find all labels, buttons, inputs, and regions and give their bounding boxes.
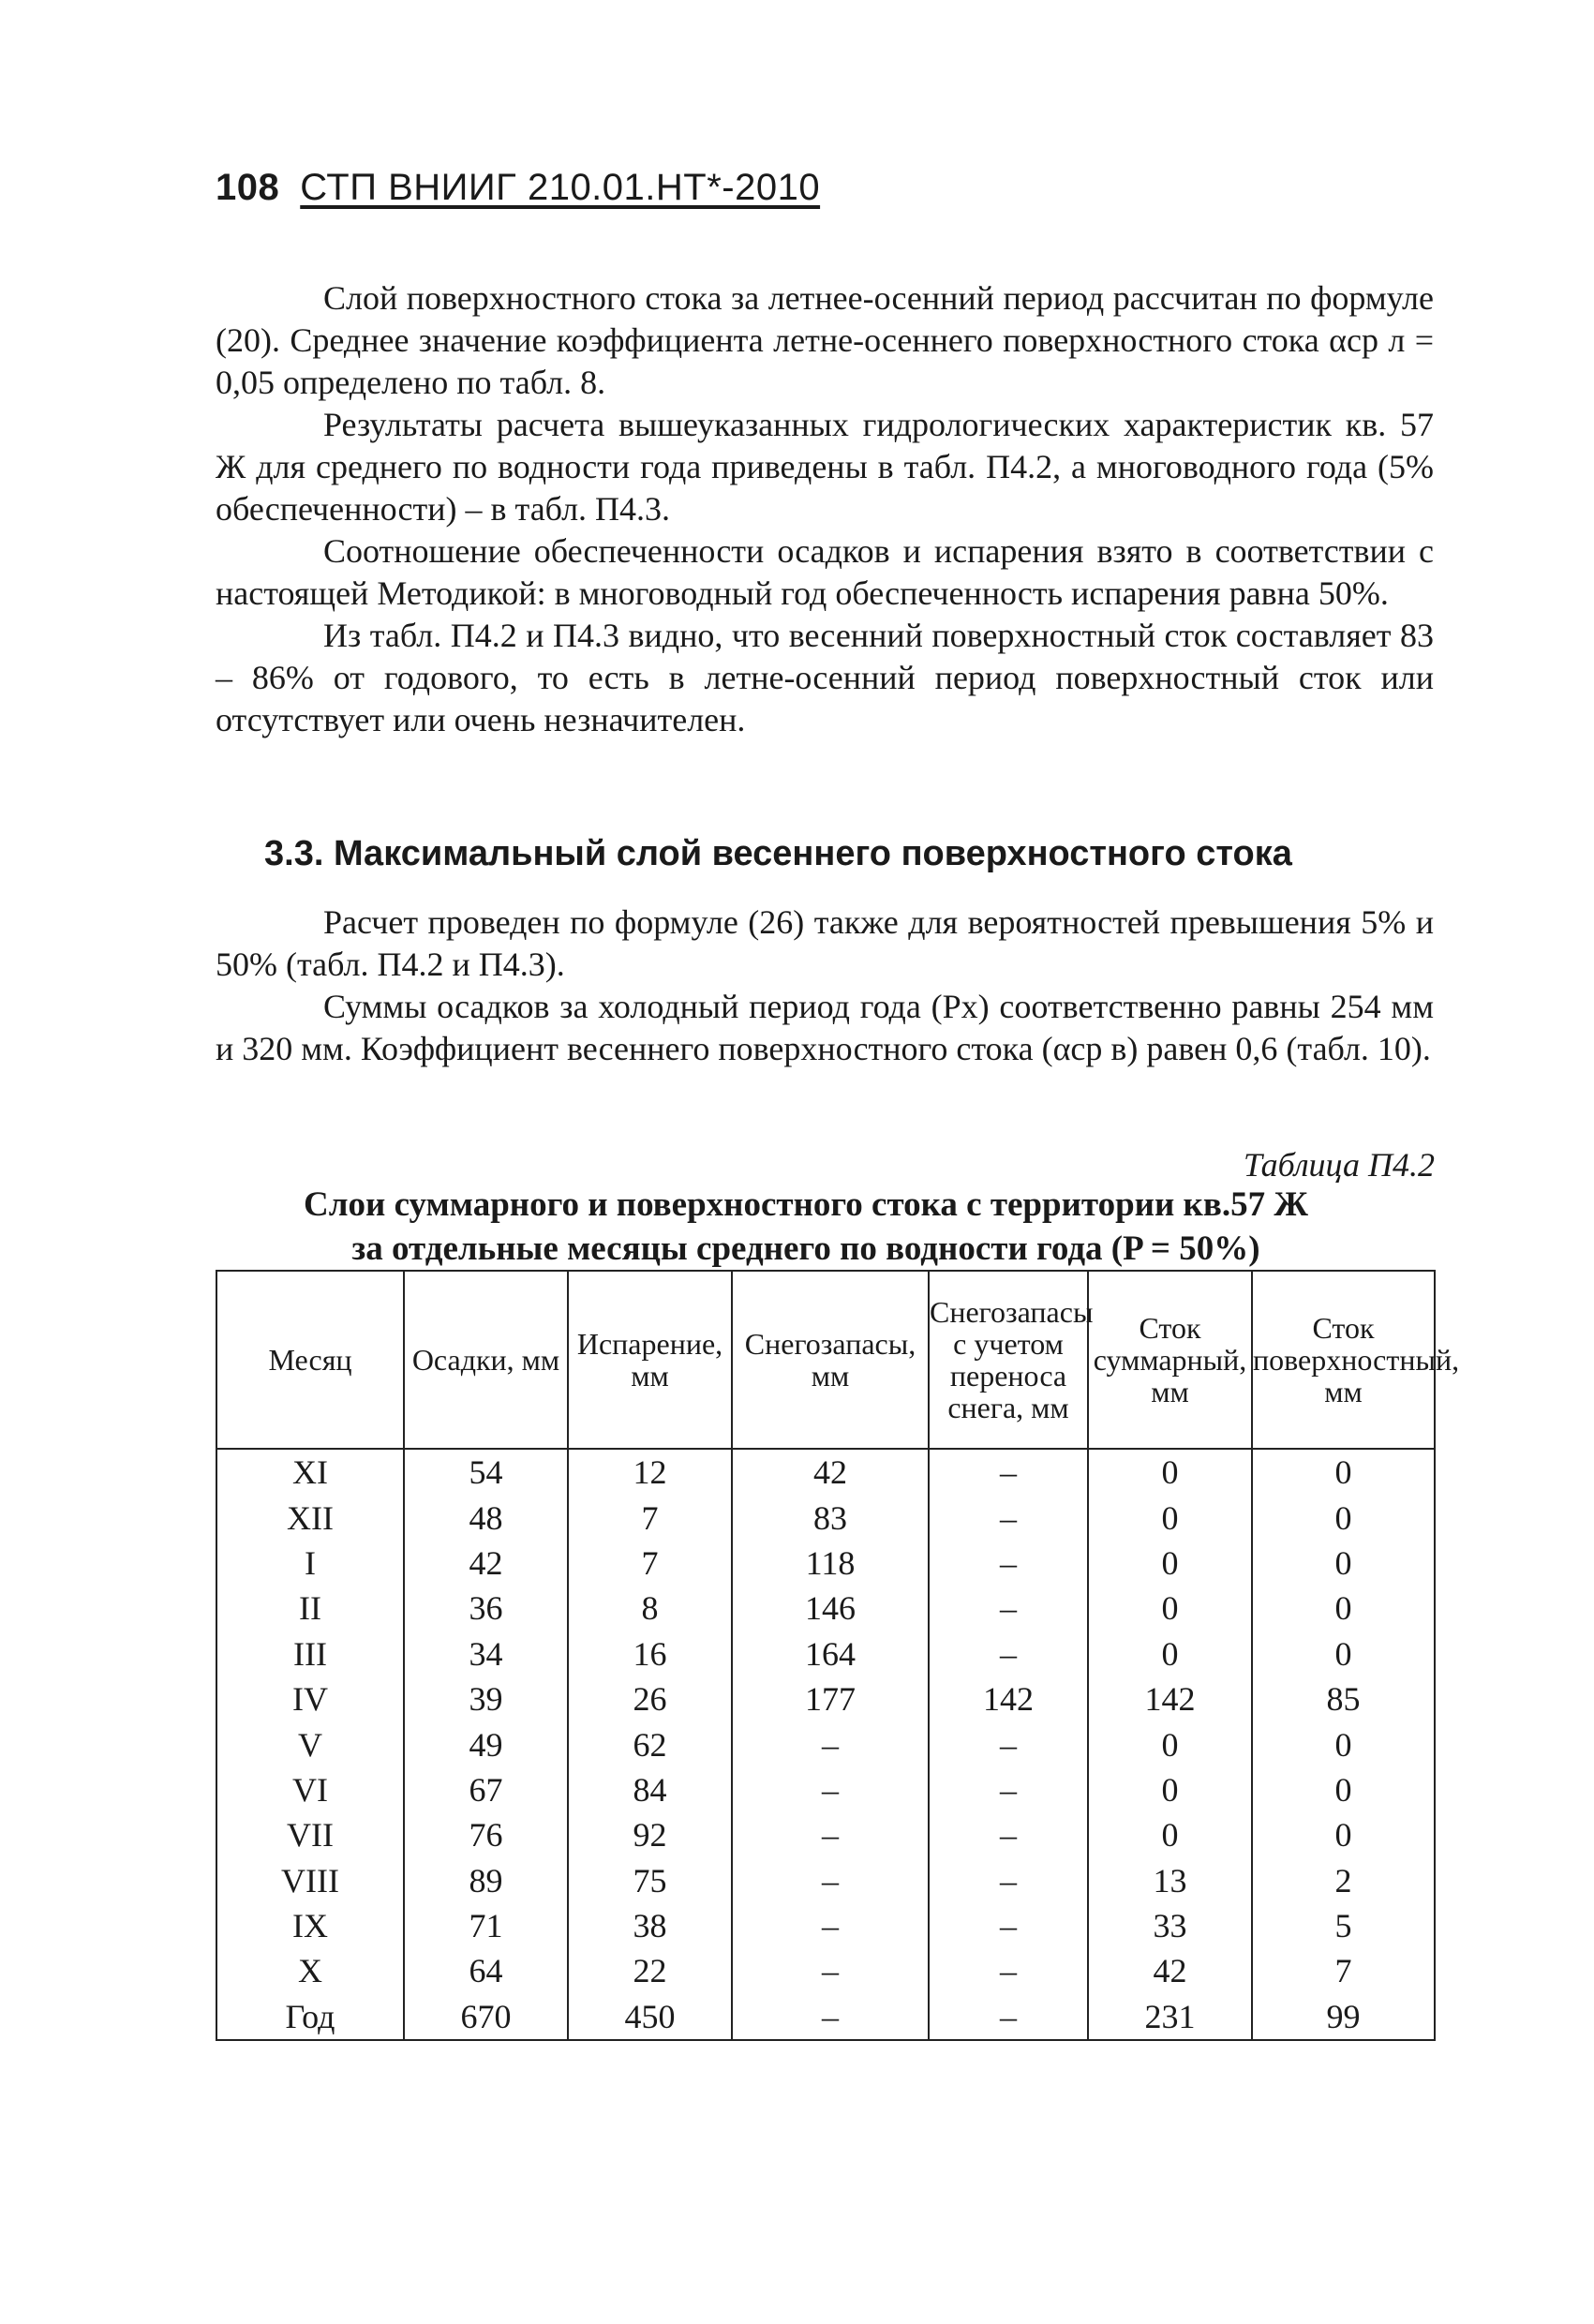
table-cell: 0 [1088,1812,1252,1857]
table-cell: – [732,1948,929,1993]
table-cell: – [929,1994,1088,2040]
table-cell: 231 [1088,1994,1252,2040]
column-header: Осадки, мм [404,1271,568,1449]
table-cell: 0 [1252,1541,1435,1586]
table-cell: – [929,1767,1088,1812]
table-cell: 64 [404,1948,568,1993]
table-cell: 0 [1088,1449,1252,1495]
table-cell: 99 [1252,1994,1435,2040]
paragraph: Соотношение обеспеченности осадков и испарения взято в соответствии с настоящей Методикой: в многоводный год обеспеченность испарения равна 50%. [216,532,1434,612]
table-cell: 0 [1252,1495,1435,1540]
table-cell: 33 [1088,1903,1252,1948]
table-cell: 0 [1088,1541,1252,1586]
paragraph: Из табл. П4.2 и П4.3 видно, что весенний поверхностный сток составляет 83 – 86% от годового, то есть в летне-осенний период поверхностный сток или отсутствует или очень незначителен. [216,617,1434,738]
table-cell: 16 [568,1631,732,1676]
table-cell: 75 [568,1858,732,1903]
table-row [216,1676,1435,1721]
table-cell: 8 [568,1586,732,1631]
page-header [216,167,820,209]
table-row [216,1449,1435,1495]
table-row [216,1948,1435,1993]
table-row [216,1721,1435,1766]
column-header: Месяц [216,1271,404,1449]
paragraph: Расчет проведен по формуле (26) также для вероятностей превышения 5% и 50% (табл. П4.2 и П4.3). [216,903,1434,983]
table-row [216,1495,1435,1540]
section-title: 3.3. Максимальный слой весеннего поверхностного стока [264,834,1292,873]
body-text-1 [216,277,1434,741]
table-cell: 54 [404,1449,568,1495]
table-cell: 26 [568,1676,732,1721]
table-cell: 84 [568,1767,732,1812]
document-code: СТП ВНИИГ 210.01.НТ*-2010 [300,167,821,208]
table-title-line-1: Слои суммарного и поверхностного стока с территории кв.57 Ж [304,1185,1308,1224]
table-cell: – [929,1948,1088,1993]
table-cell: – [929,1631,1088,1676]
table-cell: IV [216,1676,404,1721]
table-cell: 0 [1088,1586,1252,1631]
table-row [216,1541,1435,1586]
table-cell: – [732,1721,929,1766]
table-cell: – [732,1903,929,1948]
table-label: Таблица П4.2 [1243,1146,1435,1184]
table-cell: 5 [1252,1903,1435,1948]
table-cell: 89 [404,1858,568,1903]
table-cell: 92 [568,1812,732,1857]
table-row [216,1586,1435,1631]
table-cell: VI [216,1767,404,1812]
table-row [216,1812,1435,1857]
table-row [216,1631,1435,1676]
table-cell: 0 [1252,1449,1435,1495]
table-cell: 39 [404,1676,568,1721]
table-cell: – [929,1449,1088,1495]
table-cell: – [732,1812,929,1857]
table-cell: 76 [404,1812,568,1857]
table-cell: 42 [404,1541,568,1586]
table-cell: 36 [404,1586,568,1631]
table-title-line-2: за отдельные месяцы среднего по водности года (P = 50%) [351,1229,1260,1268]
table-cell: XI [216,1449,404,1495]
table-cell: V [216,1721,404,1766]
table-cell: 164 [732,1631,929,1676]
table-cell: VII [216,1812,404,1857]
table-cell: 42 [732,1449,929,1495]
table-cell: 7 [568,1495,732,1540]
table-cell: 67 [404,1767,568,1812]
table-title [216,1183,1396,1271]
table-cell: – [929,1586,1088,1631]
paragraph: Суммы осадков за холодный период года (Px) соответственно равны 254 мм и 320 мм. Коэффициент весеннего поверхностного стока (αср в) равен 0,6 (табл. 10). [216,988,1434,1067]
table-cell: 7 [568,1541,732,1586]
data-table [216,1270,1460,2041]
table-cell: 0 [1088,1767,1252,1812]
table-cell: 7 [1252,1948,1435,1993]
table-cell: 13 [1088,1858,1252,1903]
table-cell: IX [216,1903,404,1948]
table-cell: VIII [216,1858,404,1903]
table-cell: – [929,1812,1088,1857]
column-header: Сток суммарный, мм [1088,1271,1252,1449]
table-cell: 0 [1088,1721,1252,1766]
table-cell: 71 [404,1903,568,1948]
table-header-row [216,1271,1435,1449]
column-header: Испарение, мм [568,1271,732,1449]
table-cell: 0 [1252,1631,1435,1676]
table-cell: 34 [404,1631,568,1676]
table-cell: III [216,1631,404,1676]
table-cell: – [929,1721,1088,1766]
table-cell: 118 [732,1541,929,1586]
table-cell: 142 [929,1676,1088,1721]
table-row [216,1858,1435,1903]
table-cell: 670 [404,1994,568,2040]
table-cell: 83 [732,1495,929,1540]
table-row [216,1903,1435,1948]
table-cell: I [216,1541,404,1586]
column-header: Снегозапасы с учетом переноса снега, мм [929,1271,1088,1449]
column-header: Снегозапасы, мм [732,1271,929,1449]
table-cell: X [216,1948,404,1993]
table-cell: 22 [568,1948,732,1993]
table-row [216,1994,1435,2040]
table-cell: II [216,1586,404,1631]
table-cell: XII [216,1495,404,1540]
table-cell: 0 [1252,1586,1435,1631]
table-cell: 177 [732,1676,929,1721]
table-cell: – [929,1903,1088,1948]
table-cell: 42 [1088,1948,1252,1993]
body-text-2 [216,901,1434,1070]
table-body [216,1449,1435,2040]
column-header: Сток поверхностный, мм [1252,1271,1435,1449]
table-row [216,1767,1435,1812]
table-cell: – [732,1767,929,1812]
table-cell: 0 [1252,1721,1435,1766]
table-cell: 0 [1252,1767,1435,1812]
table-cell: – [929,1858,1088,1903]
table-cell: 85 [1252,1676,1435,1721]
table-cell: – [929,1541,1088,1586]
table-cell: 0 [1252,1812,1435,1857]
table-cell: 450 [568,1994,732,2040]
table-cell: 38 [568,1903,732,1948]
table-cell: – [929,1495,1088,1540]
table-cell: 48 [404,1495,568,1540]
page-number: 108 [216,167,280,208]
table-cell: 2 [1252,1858,1435,1903]
table-cell: 0 [1088,1631,1252,1676]
paragraph: Результаты расчета вышеуказанных гидрологических характеристик кв. 57 Ж для среднего по водности года приведены в табл. П4.2, а многоводного года (5% обеспеченности) – в табл. П4.3. [216,406,1434,528]
table-cell: 12 [568,1449,732,1495]
table-cell: Год [216,1994,404,2040]
table-cell: 62 [568,1721,732,1766]
table-cell: 142 [1088,1676,1252,1721]
table-cell: – [732,1858,929,1903]
table-cell: – [732,1994,929,2040]
table-cell: 0 [1088,1495,1252,1540]
table-cell: 146 [732,1586,929,1631]
table-cell: 49 [404,1721,568,1766]
paragraph: Слой поверхностного стока за летнее-осенний период рассчитан по формуле (20). Среднее значение коэффициента летне-осеннего поверхностного стока αср л = 0,05 определено по табл. 8. [216,279,1434,401]
